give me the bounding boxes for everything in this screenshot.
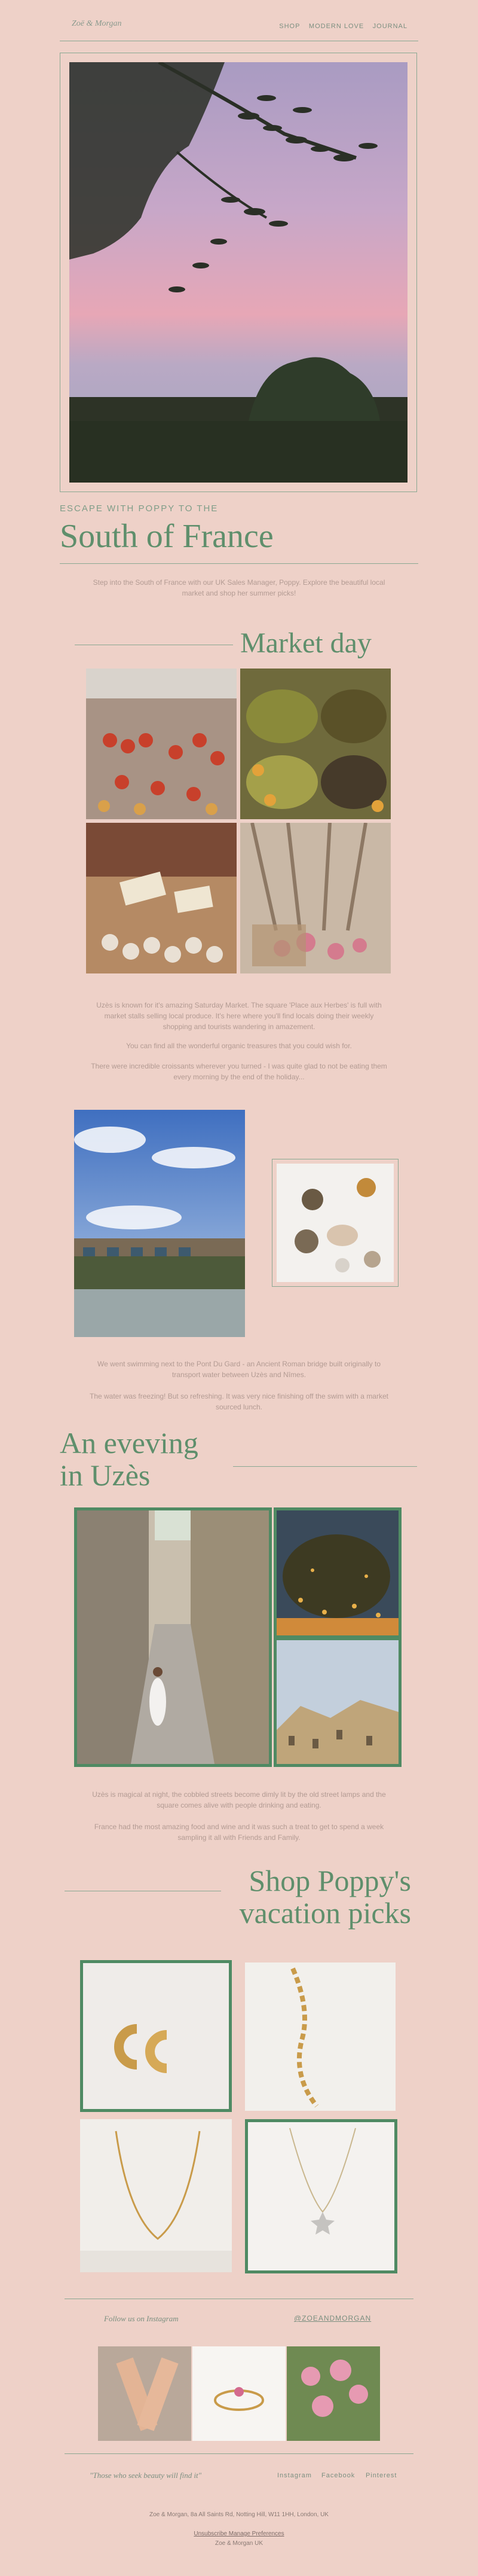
evening-paragraph-1: Uzès is magical at night, the cobbled streets become dimly lit by the old street lamps and the square comes alive with people drinking and eating. [92, 1790, 386, 1809]
product-chain-bracelet-image [245, 1962, 396, 2111]
instagram-label: Follow us on Instagram [104, 2314, 179, 2323]
product-earrings[interactable] [80, 1960, 232, 2112]
market-photo-olives [240, 669, 391, 819]
lunch-table-photo [277, 1164, 394, 1282]
unsubscribe-link[interactable]: Unsubscribe Manage Preferences [194, 2531, 284, 2537]
evening-building-photo-frame [274, 1637, 402, 1767]
picks-heading-line2: vacation picks [239, 1896, 411, 1930]
instagram-bottom-rule [65, 2453, 413, 2454]
title-divider [60, 563, 418, 564]
top-nav [273, 20, 407, 31]
market-paragraph-1: Uzès is known for it's amazing Saturday Market. The square 'Place aux Herbes' is full with market stalls selling local produce. It's here where you'll find locals doing their weekly shopping and tourists wandering in amazement. [96, 1001, 382, 1031]
evening-street-photo-frame [74, 1507, 272, 1767]
nav-shop[interactable]: SHOP [279, 23, 301, 30]
page-title: South of France [60, 518, 274, 555]
lunch-photo-frame [272, 1159, 399, 1287]
product-chain-bracelet[interactable] [245, 1962, 396, 2111]
footer-link-instagram[interactable]: Instagram [277, 2472, 312, 2479]
instagram-photo-hands[interactable] [98, 2346, 191, 2441]
nav-journal[interactable]: JOURNAL [372, 23, 407, 30]
hero-kicker: ESCAPE WITH POPPY TO THE [60, 503, 219, 514]
hero-intro: Step into the South of France with our UK Sales Manager, Poppy. Explore the beautiful local market and shop her summer picks! [93, 578, 385, 597]
hero-image-frame [60, 53, 417, 492]
market-photo-cheese-garlic [86, 823, 237, 973]
instagram-handle-link[interactable]: @ZOEANDMORGAN [294, 2314, 372, 2322]
product-necklace-chain[interactable] [80, 2119, 232, 2272]
picks-heading-line1: Shop Poppy's [249, 1864, 411, 1897]
evening-paragraph-2: France had the most amazing food and wine and it was such a treat to get to spend a week sampling it all with Friends and Family. [94, 1823, 384, 1842]
market-paragraph-3: There were incredible croissants wherever you turned - I was quite glad to not be eating them every morning by the end of the holiday... [91, 1062, 387, 1081]
brand-logo[interactable]: Zoë & Morgan [72, 19, 122, 28]
evening-street-photo [77, 1510, 269, 1764]
footer-link-facebook[interactable]: Facebook [321, 2472, 356, 2479]
hero-olive-tree-image [69, 62, 407, 483]
evening-heading-line2: in Uzès [60, 1458, 151, 1492]
instagram-photo-ring[interactable] [192, 2346, 286, 2441]
market-photo-tomatoes [86, 669, 237, 819]
product-star-pendant[interactable] [245, 2119, 397, 2273]
evening-heading-rule [233, 1466, 417, 1467]
instagram-photo-flowers[interactable] [287, 2346, 380, 2441]
evening-building-photo [277, 1640, 399, 1764]
footer-copyright: Zoe & Morgan UK [215, 2540, 263, 2547]
instagram-photo-strip [98, 2346, 380, 2441]
pont-paragraph-1: We went swimming next to the Pont Du Gard - an Ancient Roman bridge built originally to transport water between Uzès and Nîmes. [97, 1360, 381, 1379]
evening-tree-photo [277, 1510, 399, 1635]
product-earrings-image [83, 1963, 229, 2109]
product-necklace-chain-image [80, 2119, 232, 2272]
pont-du-gard-photo [74, 1110, 245, 1337]
footer-address: Zoe & Morgan, 8a All Saints Rd, Notting Hill, W11 1HH, London, UK [149, 2511, 329, 2518]
pont-paragraph-2: The water was freezing! But so refreshing. It was very nice finishing off the swim with a market sourced lunch. [90, 1392, 388, 1411]
market-paragraph-2: You can find all the wonderful organic treasures that you could wish for. [126, 1042, 352, 1050]
market-heading: Market day [240, 627, 372, 659]
footer-link-pinterest[interactable]: Pinterest [366, 2472, 397, 2479]
evening-tree-photo-frame [274, 1507, 402, 1638]
evening-heading-line1: An eveving [60, 1426, 198, 1460]
nav-modern-love[interactable]: MODERN LOVE [308, 23, 364, 30]
product-star-pendant-image [248, 2122, 394, 2270]
market-photo-flowers [240, 823, 391, 973]
footer-quote: "Those who seek beauty will find it" [90, 2471, 202, 2480]
